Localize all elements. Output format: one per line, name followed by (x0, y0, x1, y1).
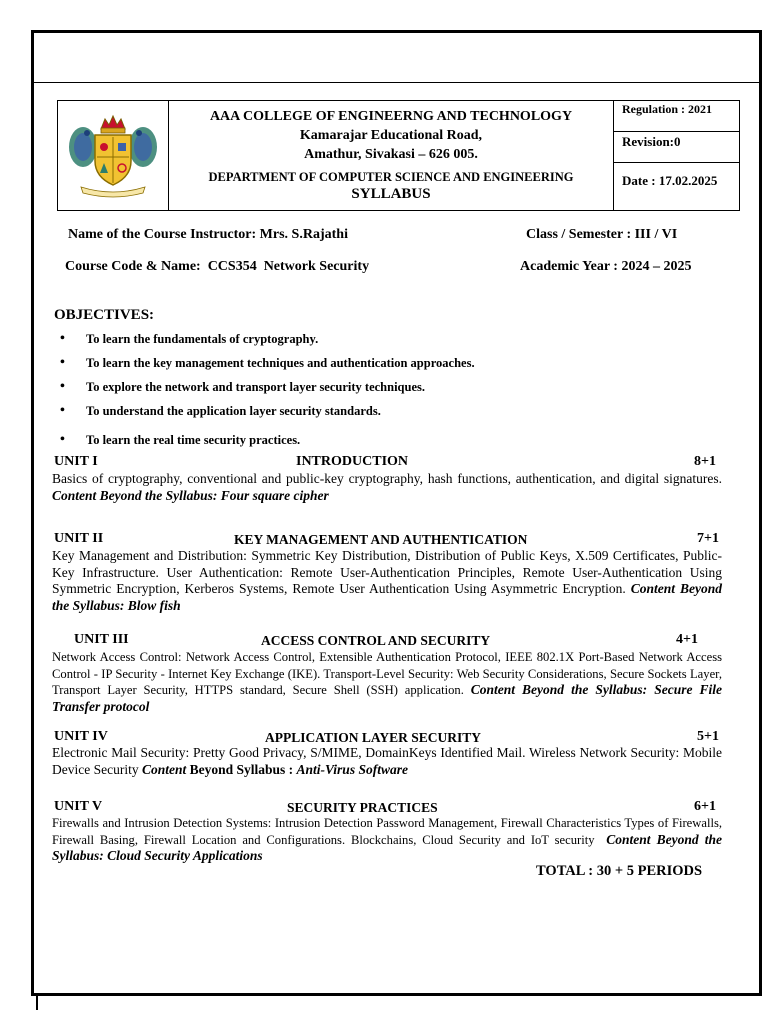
unit-hours: 8+1 (694, 454, 716, 469)
content-beyond-syllabus: Content Beyond the Syllabus: Blow fish (52, 581, 723, 613)
revision-row (614, 132, 740, 163)
objectives-list (60, 330, 475, 455)
unit-title: ACCESS CONTROL AND SECURITY (261, 633, 491, 648)
objective-item: • To explore the network and transport layer security techniques. (60, 378, 475, 402)
course-code-name: Course Code & Name: CCS354 Network Security (65, 259, 370, 274)
unit-hours: 5+1 (697, 729, 719, 744)
unit-title: SECURITY PRACTICES (287, 800, 438, 815)
unit-label: UNIT III (74, 632, 129, 647)
department-name: DEPARTMENT OF COMPUTER SCIENCE AND ENGINEERING (208, 170, 574, 184)
unit-title: APPLICATION LAYER SECURITY (265, 730, 482, 745)
academic-year: Academic Year : 2024 – 2025 (520, 259, 692, 274)
content-beyond-syllabus-label: Beyond Syllabus : (189, 761, 294, 777)
unit-body: Key Management and Distribution: Symmetric Key Distribution, Distribution of Public Keys, X.509 Certificates, Public-Key Infrastructure. User Authentication: Remote User-Authentication Principles, Remote User-Authentication Using Symmetric Encryption, Kerberos Systems, Remote User Authentication Using Asymmetric Encryption. (52, 548, 722, 597)
unit-title: INTRODUCTION (296, 454, 409, 469)
revision: Revision:0 (622, 134, 681, 149)
objective-item: • To understand the application layer security standards. (60, 402, 475, 426)
unit-content (52, 548, 722, 614)
regulation: Regulation : 2021 (622, 102, 712, 116)
unit-hours: 6+1 (694, 799, 716, 814)
doc-type-title: SYLLABUS (351, 186, 431, 202)
unit-label: UNIT I (54, 454, 98, 469)
objectives-heading: OBJECTIVES: (54, 307, 155, 323)
course-instructor: Name of the Course Instructor: Mrs. S.Rajathi (68, 227, 348, 242)
content-beyond-syllabus-topic: Anti-Virus Software (296, 761, 408, 777)
date-row (614, 163, 740, 210)
unit-hours: 7+1 (697, 531, 719, 546)
address-line-2: Amathur, Sivakasi – 626 005. (304, 147, 478, 162)
content-beyond-syllabus: Content Beyond the Syllabus: Four square cipher (52, 487, 329, 503)
unit-content (52, 815, 722, 865)
header-table (57, 100, 740, 211)
unit-content (52, 745, 722, 778)
document-meta-cell (614, 101, 740, 210)
page-border-stub (36, 996, 38, 1010)
college-info-cell (169, 101, 614, 210)
unit-label: UNIT V (54, 799, 103, 814)
unit-content (52, 649, 722, 715)
unit-body: Basics of cryptography, conventional and public-key cryptography, hash functions, authentication, and digital signatures. (52, 471, 722, 486)
unit-hours: 4+1 (676, 632, 698, 647)
content-beyond-syllabus: Content Beyond the Syllabus: Cloud Security Applications (52, 831, 723, 863)
college-name: AAA COLLEGE OF ENGINEERNG AND TECHNOLOGY (209, 109, 573, 124)
objective-item: • To learn the fundamentals of cryptography. (60, 330, 475, 354)
date: Date : 17.02.2025 (622, 173, 718, 188)
unit-content (52, 471, 722, 504)
unit-label: UNIT IV (54, 729, 108, 744)
top-rule (34, 82, 762, 83)
address-line-1: Kamarajar Educational Road, (299, 128, 483, 143)
unit-body: Network Access Control: Network Access Control, Extensible Authentication Protocol, IEEE 802.1X Port-Based Network Access Control - IP Security - Internet Key Exchange (IKE). Transport-Level Security: Web Security Considerations, Secure Sockets Layer, Transport Layer Security, HTTPS standard, Secure Shell (SSH) application. (52, 650, 722, 697)
content-beyond-syllabus: Content Beyond the Syllabus: Secure File Transfer protocol (52, 682, 722, 714)
regulation-row (614, 101, 740, 132)
logo-cell (58, 101, 169, 210)
unit-body: Firewalls and Intrusion Detection Systems: Intrusion Detection Password Management, Firewall Characteristics Types of Firewalls, Firewall Basing, Firewall Location and Configurations. Blockchains, Cloud Security and IoT security (52, 816, 722, 847)
unit-title: KEY MANAGEMENT AND AUTHENTICATION (234, 532, 528, 547)
objective-item: • To learn the real time security practices. (60, 431, 475, 455)
objective-item: • To learn the key management techniques and authentication approaches. (60, 354, 475, 378)
class-semester: Class / Semester : III / VI (526, 227, 678, 242)
total-periods: TOTAL : 30 + 5 PERIODS (536, 863, 703, 879)
unit-body: Electronic Mail Security: Pretty Good Privacy, S/MIME, DomainKeys Identified Mail. Wireless Network Security: Mobile Device Security (52, 745, 722, 777)
content-beyond-syllabus: Content (141, 761, 187, 777)
unit-label: UNIT II (54, 531, 104, 546)
college-crest-icon (63, 111, 163, 201)
